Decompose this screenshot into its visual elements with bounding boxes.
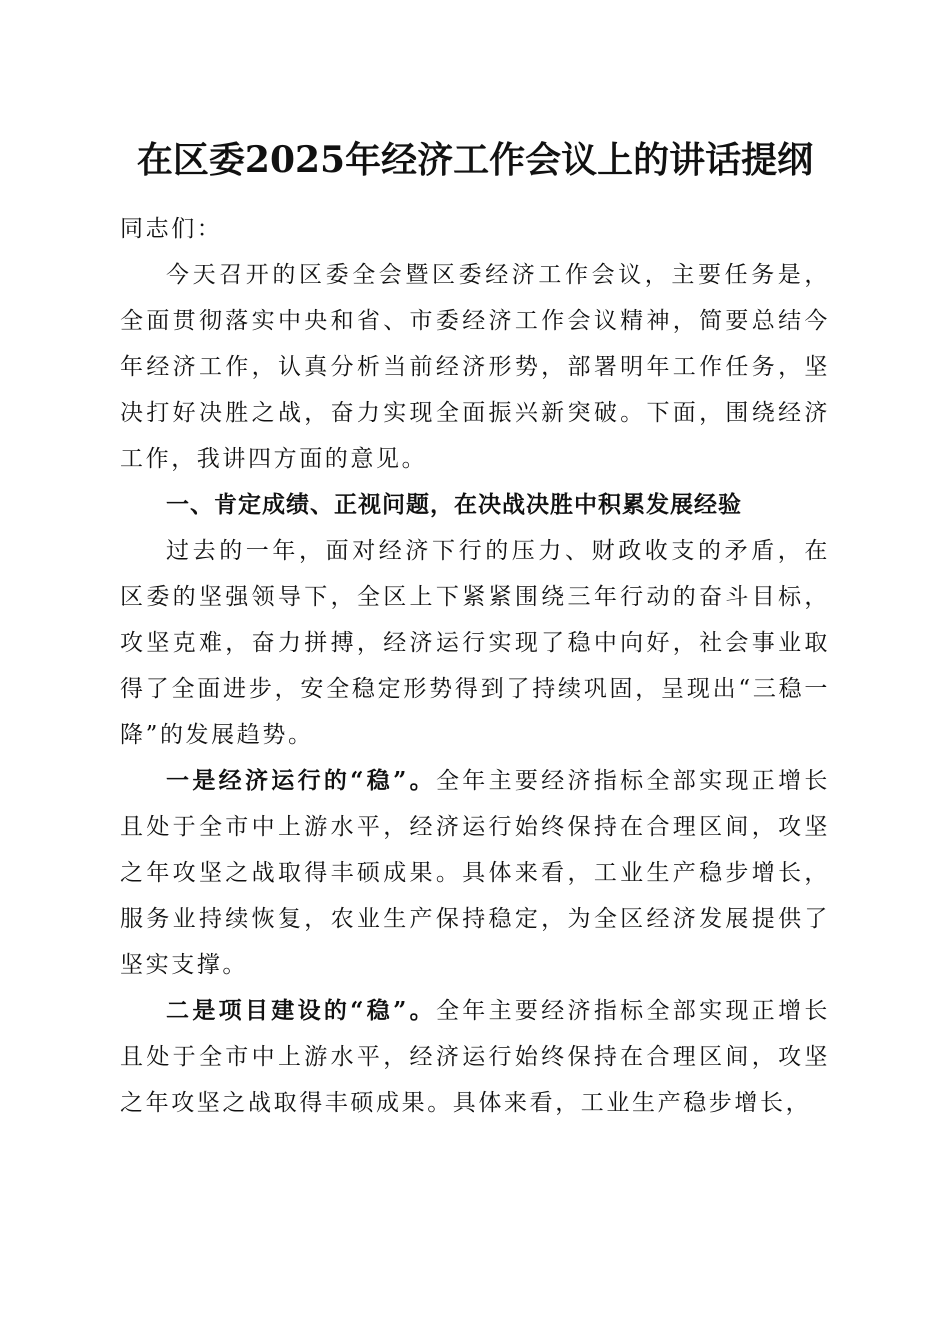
document-title: 在区委2025年经济工作会议上的讲话提纲 xyxy=(136,139,814,181)
point-2-text: 全年主要经济指标全部实现正增长且处于全市中上游水平，经济运行始终保持在合理区间，攻坚之年攻坚之战取得丰硕成果。具体来看，工业生产稳步增长， xyxy=(120,998,830,1116)
section-heading-1: 一、肯定成绩、正视问题，在决战决胜中积累发展经验 xyxy=(166,492,742,518)
section-1-paragraph: 过去的一年，面对经济下行的压力、财政收支的矛盾，在区委的坚强领导下，全区上下紧紧围绕三年行动的奋斗目标，攻坚克难，奋力拼搏，经济运行实现了稳中向好，社会事业取得了全面进步，安全稳定形势得到了持续巩固，呈现出“三稳一降”的发展趋势。 xyxy=(120,538,830,748)
salutation: 同志们： xyxy=(120,216,223,242)
point-1-lead: 一是经济运行的“稳”。 xyxy=(166,767,436,794)
point-1-paragraph xyxy=(120,758,830,988)
intro-paragraph: 今天召开的区委全会暨区委经济工作会议，主要任务是，全面贯彻落实中央和省、市委经济工作会议精神，简要总结今年经济工作，认真分析当前经济形势，部署明年工作任务，坚决打好决胜之战，奋力实现全面振兴新突破。下面，围绕经济工作，我讲四方面的意见。 xyxy=(120,262,830,472)
point-1-text: 全年主要经济指标全部实现正增长且处于全市中上游水平，经济运行始终保持在合理区间，攻坚之年攻坚之战取得丰硕成果。具体来看，工业生产稳步增长，服务业持续恢复，农业生产保持稳定，为全区经济发展提供了坚实支撑。 xyxy=(120,768,830,978)
point-2-lead: 二是项目建设的“稳”。 xyxy=(166,997,436,1024)
document-body xyxy=(120,206,830,1126)
point-2-paragraph xyxy=(120,988,830,1126)
